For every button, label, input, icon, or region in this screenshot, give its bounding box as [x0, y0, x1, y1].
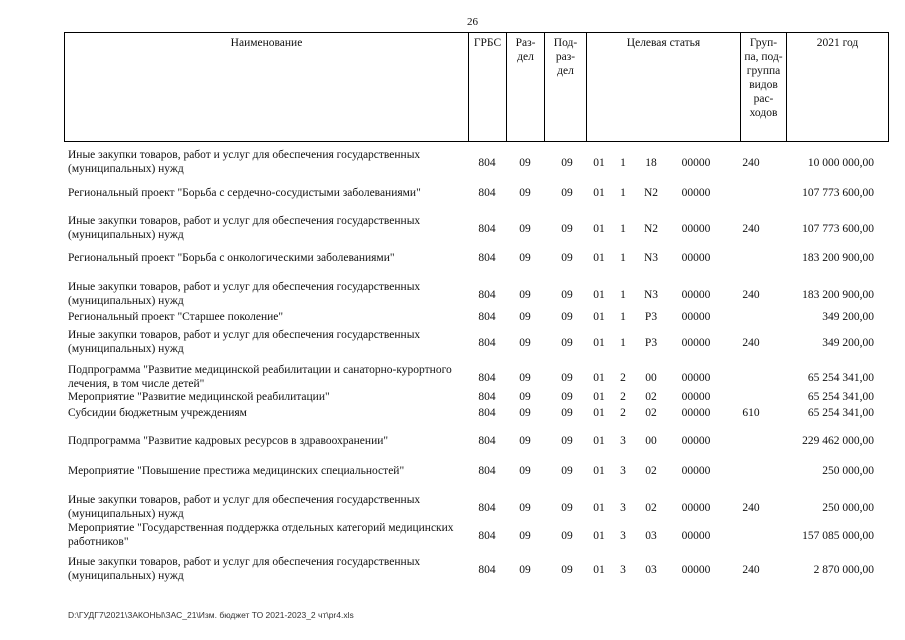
row-t4: 00000 — [681, 223, 711, 235]
row-t2: 1 — [620, 311, 626, 323]
row-amount: 65 254 341,00 — [807, 372, 874, 384]
row-t1: 01 — [593, 289, 605, 301]
row-podrazdel: 09 — [561, 337, 573, 349]
row-t3: 02 — [645, 391, 657, 403]
table-header — [64, 32, 889, 142]
row-t2: 1 — [620, 252, 626, 264]
row-t3: N2 — [643, 223, 659, 235]
row-t2: 3 — [620, 465, 626, 477]
row-name: Региональный проект "Борьба с сердечно-сосудистыми заболеваниями" — [68, 187, 421, 199]
row-razdel: 09 — [519, 372, 531, 384]
row-group: 240 — [742, 502, 760, 514]
row-group: 240 — [742, 223, 760, 235]
row-name: Подпрограмма "Развитие кадровых ресурсов в здравоохранении" — [68, 435, 389, 447]
column-header-year: 2021 год — [787, 33, 889, 142]
row-amount: 349 200,00 — [822, 337, 874, 349]
row-razdel: 09 — [519, 187, 531, 199]
row-podrazdel: 09 — [561, 391, 573, 403]
row-grbs: 804 — [478, 564, 496, 576]
row-t2: 2 — [620, 407, 626, 419]
row-razdel: 09 — [519, 407, 531, 419]
row-t3: 00 — [645, 372, 657, 384]
row-t1: 01 — [593, 502, 605, 514]
column-header-grbs: ГРБС — [469, 33, 507, 142]
row-t1: 01 — [593, 407, 605, 419]
row-podrazdel: 09 — [561, 289, 573, 301]
row-name: Иные закупки товаров, работ и услуг для обеспечения государственных (муниципальных) нужд — [68, 281, 421, 307]
row-razdel: 09 — [519, 223, 531, 235]
row-t2: 1 — [620, 337, 626, 349]
row-t3: 02 — [645, 407, 657, 419]
row-t1: 01 — [593, 157, 605, 169]
row-name: Мероприятие "Развитие медицинской реабилитации" — [68, 391, 330, 403]
column-header-target: Целевая статья — [587, 33, 741, 142]
row-grbs: 804 — [478, 187, 496, 199]
row-podrazdel: 09 — [561, 530, 573, 542]
row-t3: 03 — [645, 530, 657, 542]
row-t1: 01 — [593, 252, 605, 264]
row-t4: 00000 — [681, 564, 711, 576]
row-podrazdel: 09 — [561, 465, 573, 477]
row-podrazdel: 09 — [561, 372, 573, 384]
row-podrazdel: 09 — [561, 223, 573, 235]
row-grbs: 804 — [478, 337, 496, 349]
row-razdel: 09 — [519, 530, 531, 542]
row-t1: 01 — [593, 187, 605, 199]
row-amount: 349 200,00 — [822, 311, 874, 323]
row-name: Подпрограмма "Развитие медицинской реабилитации и санаторно-курортного лечения, в том числе детей" — [68, 364, 452, 390]
row-t1: 01 — [593, 223, 605, 235]
row-grbs: 804 — [478, 252, 496, 264]
row-t2: 3 — [620, 502, 626, 514]
row-razdel: 09 — [519, 391, 531, 403]
row-name: Иные закупки товаров, работ и услуг для обеспечения государственных (муниципальных) нужд — [68, 556, 421, 582]
row-t2: 2 — [620, 372, 626, 384]
page-number: 26 — [467, 16, 478, 28]
row-t1: 01 — [593, 530, 605, 542]
row-group: 610 — [742, 407, 760, 419]
row-t4: 00000 — [681, 337, 711, 349]
row-grbs: 804 — [478, 157, 496, 169]
row-t4: 00000 — [681, 157, 711, 169]
row-t4: 00000 — [681, 391, 711, 403]
row-razdel: 09 — [519, 502, 531, 514]
row-razdel: 09 — [519, 564, 531, 576]
row-grbs: 804 — [478, 223, 496, 235]
row-t3: P3 — [644, 337, 658, 349]
row-t3: 03 — [645, 564, 657, 576]
row-amount: 107 773 600,00 — [802, 187, 874, 199]
row-t4: 00000 — [681, 465, 711, 477]
row-grbs: 804 — [478, 502, 496, 514]
row-name: Иные закупки товаров, работ и услуг для обеспечения государственных (муниципальных) нужд — [68, 215, 421, 241]
column-header-name: Наименование — [65, 33, 469, 142]
row-amount: 157 085 000,00 — [802, 530, 874, 542]
row-grbs: 804 — [478, 289, 496, 301]
row-group: 240 — [742, 157, 760, 169]
row-t1: 01 — [593, 435, 605, 447]
row-name: Мероприятие "Государственная поддержка отдельных категорий медицинских работников" — [68, 522, 454, 548]
row-name: Мероприятие "Повышение престижа медицинских специальностей" — [68, 465, 405, 477]
row-grbs: 804 — [478, 530, 496, 542]
row-name: Региональный проект "Борьба с онкологическими заболеваниями" — [68, 252, 395, 264]
row-t2: 1 — [620, 289, 626, 301]
row-t3: P3 — [644, 311, 658, 323]
row-amount: 2 870 000,00 — [813, 564, 874, 576]
column-header-razdel: Раз- дел — [507, 33, 545, 142]
row-razdel: 09 — [519, 289, 531, 301]
row-t4: 00000 — [681, 372, 711, 384]
row-t3: 00 — [645, 435, 657, 447]
row-amount: 229 462 000,00 — [802, 435, 874, 447]
row-podrazdel: 09 — [561, 435, 573, 447]
row-t3: 02 — [645, 502, 657, 514]
row-podrazdel: 09 — [561, 502, 573, 514]
row-podrazdel: 09 — [561, 407, 573, 419]
row-razdel: 09 — [519, 252, 531, 264]
row-podrazdel: 09 — [561, 564, 573, 576]
row-t1: 01 — [593, 311, 605, 323]
row-t1: 01 — [593, 465, 605, 477]
row-t4: 00000 — [681, 407, 711, 419]
row-amount: 183 200 900,00 — [802, 289, 874, 301]
row-t2: 1 — [620, 187, 626, 199]
row-t3: N3 — [643, 289, 659, 301]
row-podrazdel: 09 — [561, 311, 573, 323]
row-amount: 107 773 600,00 — [802, 223, 874, 235]
table-body — [0, 146, 905, 586]
row-grbs: 804 — [478, 465, 496, 477]
row-grbs: 804 — [478, 372, 496, 384]
row-razdel: 09 — [519, 337, 531, 349]
row-t3: 18 — [645, 157, 657, 169]
row-t4: 00000 — [681, 530, 711, 542]
row-amount: 65 254 341,00 — [807, 391, 874, 403]
row-t4: 00000 — [681, 502, 711, 514]
row-t2: 2 — [620, 391, 626, 403]
row-name: Иные закупки товаров, работ и услуг для обеспечения государственных (муниципальных) нужд — [68, 329, 421, 355]
row-amount: 250 000,00 — [822, 502, 874, 514]
row-t3: 02 — [645, 465, 657, 477]
row-t3: N3 — [643, 252, 659, 264]
row-group: 240 — [742, 337, 760, 349]
row-t1: 01 — [593, 391, 605, 403]
row-amount: 183 200 900,00 — [802, 252, 874, 264]
row-t2: 1 — [620, 157, 626, 169]
row-t4: 00000 — [681, 187, 711, 199]
row-podrazdel: 09 — [561, 187, 573, 199]
row-grbs: 804 — [478, 391, 496, 403]
row-podrazdel: 09 — [561, 252, 573, 264]
row-razdel: 09 — [519, 435, 531, 447]
row-grbs: 804 — [478, 435, 496, 447]
row-podrazdel: 09 — [561, 157, 573, 169]
row-amount: 65 254 341,00 — [807, 407, 874, 419]
row-t4: 00000 — [681, 289, 711, 301]
row-t3: N2 — [643, 187, 659, 199]
row-razdel: 09 — [519, 311, 531, 323]
row-t2: 3 — [620, 530, 626, 542]
row-amount: 10 000 000,00 — [807, 157, 874, 169]
row-razdel: 09 — [519, 465, 531, 477]
row-t2: 3 — [620, 435, 626, 447]
row-t4: 00000 — [681, 252, 711, 264]
row-grbs: 804 — [478, 311, 496, 323]
row-amount: 250 000,00 — [822, 465, 874, 477]
row-name: Субсидии бюджетным учреждениям — [68, 407, 247, 419]
row-name: Иные закупки товаров, работ и услуг для обеспечения государственных (муниципальных) нужд — [68, 149, 421, 175]
row-name: Иные закупки товаров, работ и услуг для обеспечения государственных (муниципальных) нужд — [68, 494, 421, 520]
row-t1: 01 — [593, 564, 605, 576]
row-t4: 00000 — [681, 311, 711, 323]
row-group: 240 — [742, 289, 760, 301]
row-razdel: 09 — [519, 157, 531, 169]
row-grbs: 804 — [478, 407, 496, 419]
column-header-podrazdel: Под- раз- дел — [545, 33, 587, 142]
row-name: Региональный проект "Старшее поколение" — [68, 311, 284, 323]
row-t1: 01 — [593, 337, 605, 349]
row-t4: 00000 — [681, 435, 711, 447]
row-t1: 01 — [593, 372, 605, 384]
row-t2: 1 — [620, 223, 626, 235]
footer-file-path: D:\ГУДГ7\2021\ЗАКОНЫ\ЗАС_21\Изм. бюджет ТО 2021-2023_2 чт\pr4.xls — [68, 610, 354, 620]
row-t2: 3 — [620, 564, 626, 576]
row-group: 240 — [742, 564, 760, 576]
column-header-group: Груп- па, под- группа видов рас- ходов — [741, 33, 787, 142]
